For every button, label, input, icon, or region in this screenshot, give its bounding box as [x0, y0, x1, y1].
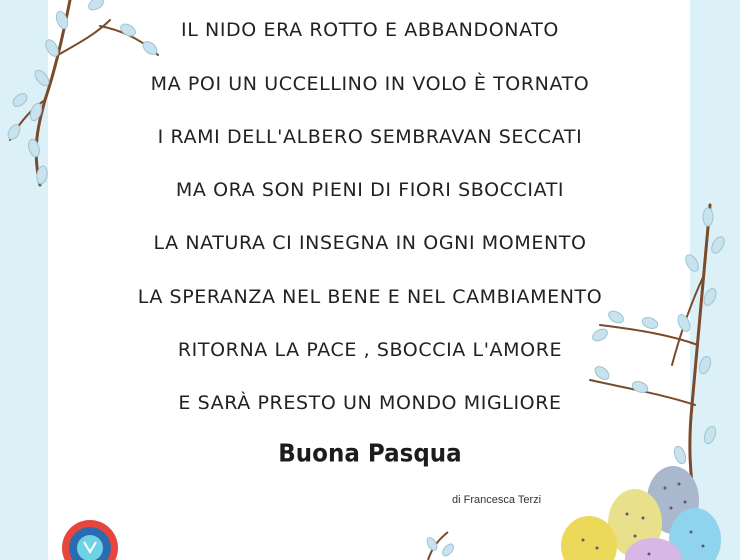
poem-line-7: RITORNA LA PACE , SBOCCIA L'AMORE: [177, 339, 563, 361]
poem-line-8: E SARÀ PRESTO UN MONDO MIGLIORE: [178, 392, 562, 414]
author-credit: di Francesca Terzi: [452, 494, 542, 506]
willow-sprig-bottom-icon: [418, 530, 468, 560]
poem-line-1: IL NIDO ERA ROTTO E ABBANDONATO: [181, 19, 559, 41]
poem-line-4: MA ORA SON PIENI DI FIORI SBOCCIATI: [175, 179, 565, 201]
logo-badge-icon: [60, 518, 124, 560]
poem-line-2: MA POI UN UCCELLINO IN VOLO È TORNATO: [150, 73, 590, 95]
poem-line-6: LA SPERANZA NEL BENE E NEL CAMBIAMENTO: [137, 286, 603, 308]
poem-line-3: I RAMI DELL'ALBERO SEMBRAVAN SECCATI: [157, 126, 583, 148]
greeting-title: Buona Pasqua: [278, 439, 462, 469]
poem-line-5: LA NATURA CI INSEGNA IN OGNI MOMENTO: [153, 232, 587, 254]
